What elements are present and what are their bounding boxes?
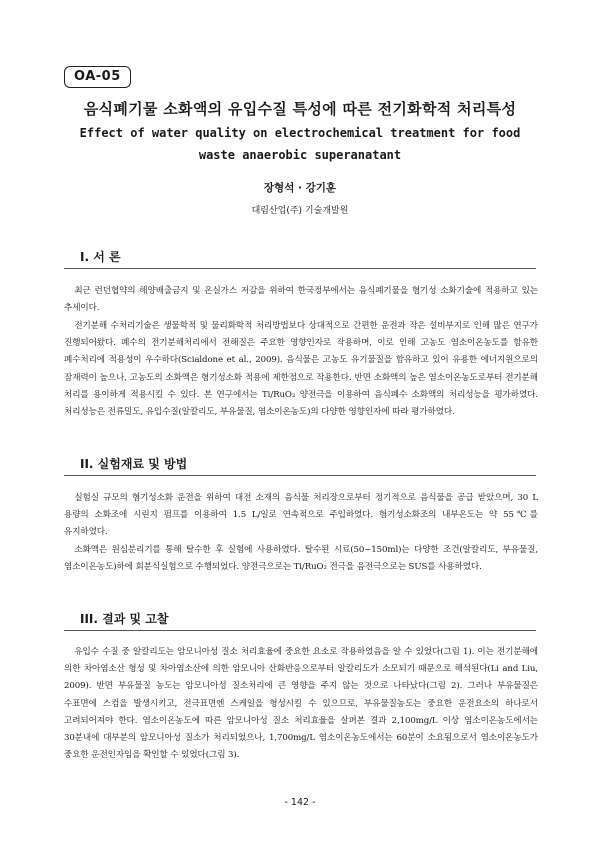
- methods-paragraph-2: 소화액은 원심분리기를 통해 탈수한 후 실험에 사용하였다. 탈수된 시료(50~150ml)는 다양한 조건(알칼리도, 부유물질, 염소이온농도)하에 회분식실험으로 수행되었다. 양전극으로는 Ti/RuO₂ 전극을 음전극으로는 SUS를 사용하였다.: [64, 545, 538, 573]
- section-divider: [64, 475, 536, 476]
- title-english: Effect of water quality on electrochemical treatment for food waste anaerobic superanatant: [79, 126, 521, 162]
- title-korean: 음식폐기물 소화액의 유입수질 특성에 따른 전기화학적 처리특성: [83, 100, 517, 118]
- section-divider: [64, 268, 536, 269]
- results-paragraph-1: 유입수 수질 중 알칼리도는 암모니아성 질소 처리효율에 중요한 요소로 작용하였음을 알 수 있었다(그림 1). 이는 전기분해에 의한 차아염소산 형성 및 차아염소산에 의한 암모니아 산화반응으로부터 알칼리도가 소모되기 때문으로 해석된다(Li and Liu, 2009). 반면 부유물질 농도는 암모니아성 질소처리에 큰 영향을 주지 않는 것으로 나타났다(그림 2). 그러나 부유물질은 수표면에 스컴을 발생시키고, 전극표면엔 스케일을 형성시킬 수 있으므로, 부유물질농도는 중요한 운전요소의 하나로서 고려되어져야 한다. 염소이온농도에 따른 암모니아성 질소 처리효율을 살펴본 결과 2,100mg/L 이상 염소이온농도에서는 30분내에 대부분의 암모니아성 질소가 처리되었으나, 1,700mg/L 염소이온농도에서는 60분이 소요됨으로서 염소이온농도가 중요한 운전인자임을 확인할 수 있었다(그림 3).: [64, 647, 538, 761]
- methods-paragraph-1: 실험실 규모의 혐기성소화 운전을 위하여 대전 소재의 음식물 처리장으로부터 정기적으로 음식물을 공급 받았으며, 30 L 용량의 소화조에 시린지 펌프를 이용하여 1.5 L/일로 연속적으로 주입하였다. 혐기성소화조의 내부온도는 약 55℃를 유지하였다.: [64, 493, 538, 538]
- section-heading-results: III. 결과 및 고찰: [80, 612, 169, 626]
- authors: 장형석 · 강기훈: [263, 182, 337, 194]
- intro-paragraph-2: 전기분해 수처리기술은 생물학적 및 물리화학적 처리방법보다 상대적으로 간편한 운전과 작은 설비부지로 인해 많은 연구가 진행되어왔다. 폐수의 전기분해처리에서 전해질은 주요한 영향인자로 작용하며, 이로 인해 고농도 염소이온농도를 함유한 폐수처리에 적용성이 우수하다(Scialdone et al., 2009). 음식물은 고농도 유기물질을 함유하고 있어 유용한 에너지원으로의 잠재력이 높으나, 고농도의 소화액은 혐기성소화 적용에 제한점으로 작용한다. 반면 소화액의 높은 염소이온농도로부터 전기분해 처리를 용이하게 적용시킬 수 있다. 본 연구에서는 Ti/RuO₂ 양전극을 이용하여 음식폐수 소화액의 처리성능을 평가하였다. 처리성능은 전류밀도, 유입수질(알칼리도, 부유물질, 염소이온농도)의 다양한 영향인자에 따라 평가하였다.: [64, 321, 538, 418]
- affiliation: 대림산업(주) 기술개발원: [251, 206, 349, 216]
- section-heading-methods: II. 실험재료 및 방법: [80, 457, 188, 471]
- session-badge: OA-05: [64, 66, 131, 88]
- page-number: - 142 -: [284, 797, 316, 808]
- section-divider: [64, 630, 536, 631]
- section-heading-introduction: I. 서 론: [80, 250, 121, 264]
- intro-paragraph-1: 최근 런던협약의 해양배출금지 및 온실가스 저감을 위하여 한국정부에서는 음식폐기물을 혐기성 소화기술에 적용하고 있는 추세이다.: [64, 286, 538, 314]
